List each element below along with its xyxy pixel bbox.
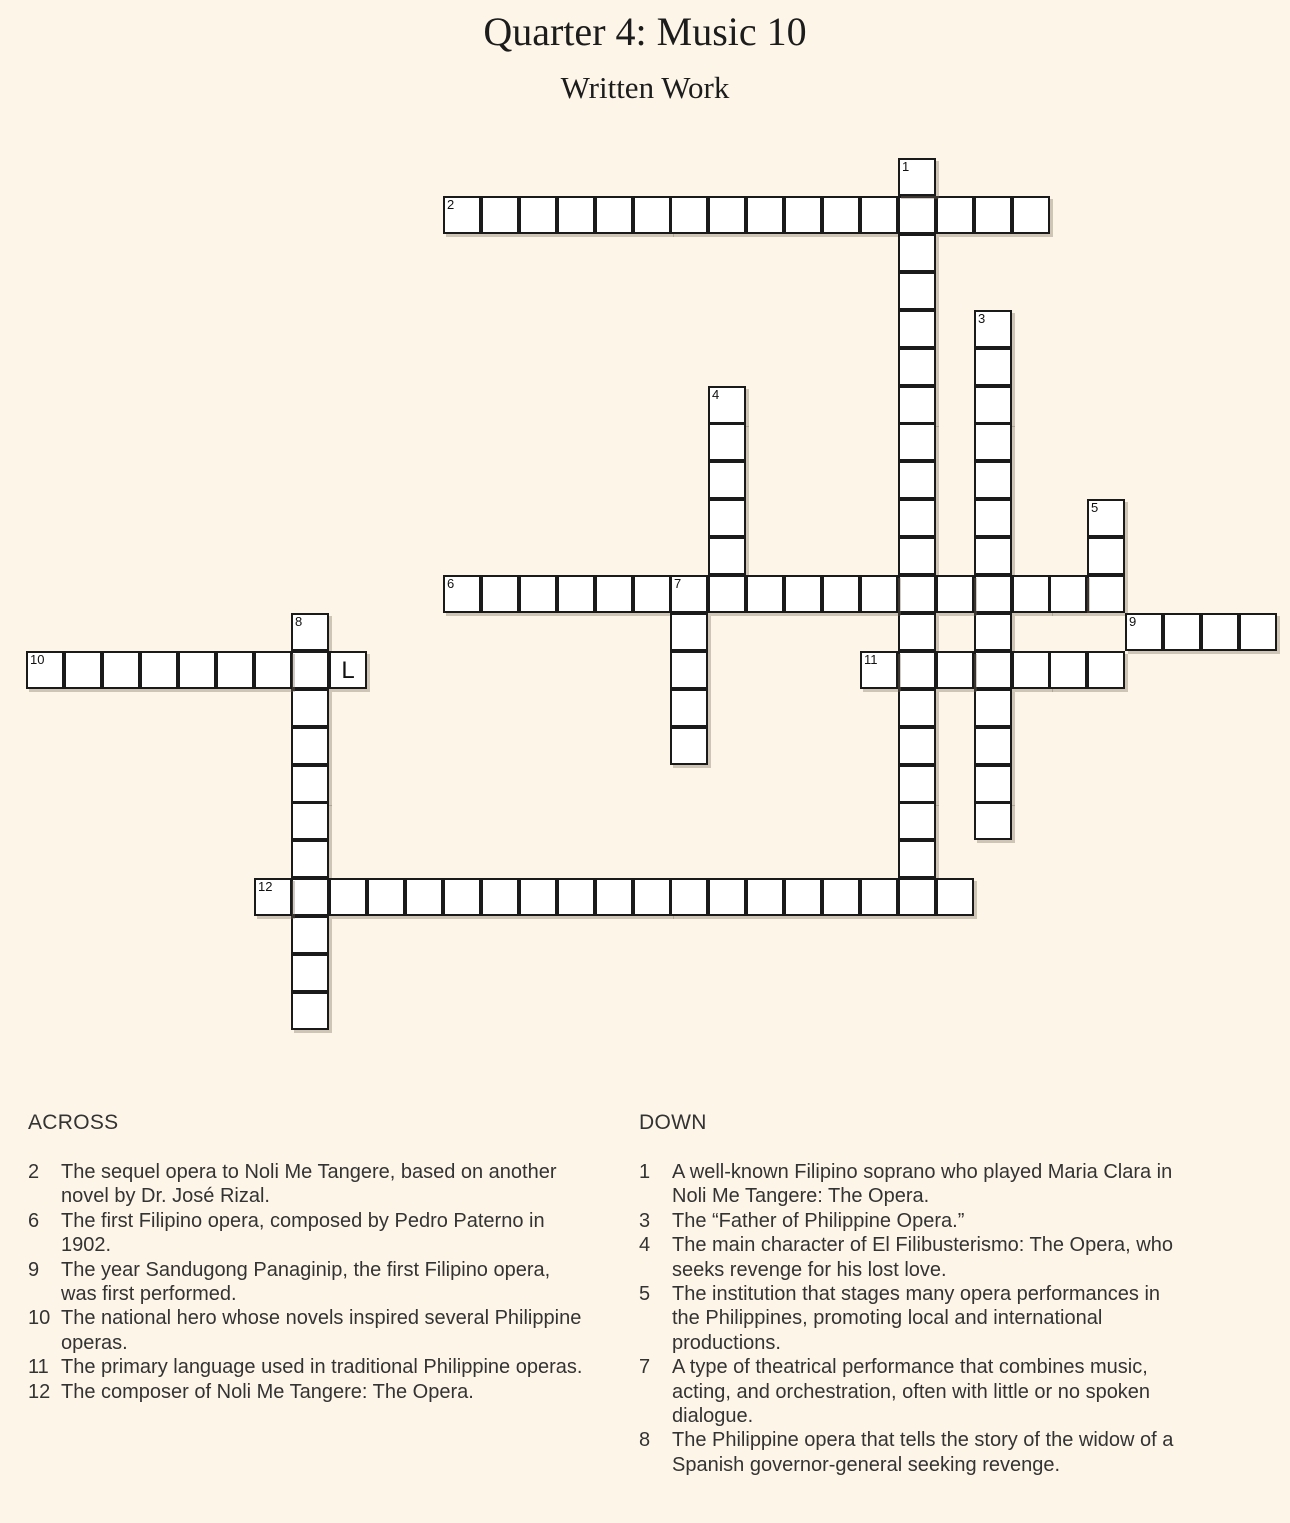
down-heading: DOWN [639,1111,707,1134]
down-clue-list [639,1160,1184,1477]
clue-number: 7 [639,1356,651,1379]
grid-cell[interactable] [974,310,1012,348]
grid-cell[interactable] [670,651,708,689]
clue-text: The national hero whose novels inspired several Philippine operas. [61,1307,582,1354]
grid-cell[interactable] [595,575,633,613]
grid-cell[interactable] [1087,575,1125,613]
grid-cell[interactable] [443,196,481,234]
cell-number: 10 [30,652,45,667]
grid-cell[interactable] [898,461,936,499]
clue-text: The sequel opera to Noli Me Tangere, based on another novel by Dr. José Rizal. [61,1161,557,1208]
grid-cell[interactable] [898,310,936,348]
cell-number: 3 [978,311,986,326]
grid-cell[interactable] [860,196,898,234]
down-clue-4 [639,1233,1184,1282]
grid-cell[interactable] [443,878,481,916]
clue-number: 1 [639,1161,651,1183]
grid-cell[interactable] [746,575,784,613]
grid-cell[interactable] [784,575,822,613]
grid-cell[interactable] [708,423,746,461]
grid-cell[interactable] [519,196,557,234]
grid-cell[interactable] [708,878,746,916]
grid-cell[interactable] [481,196,519,234]
grid-cell[interactable] [329,651,367,689]
grid-cell[interactable] [784,878,822,916]
grid-cell[interactable] [1049,575,1087,613]
grid-cell[interactable] [898,613,936,651]
grid-cell[interactable] [1012,651,1050,689]
grid-cell[interactable] [974,196,1012,234]
grid-cell[interactable] [1163,613,1201,651]
grid-cell[interactable] [708,386,746,424]
grid-cell[interactable] [519,575,557,613]
clue-number: 12 [28,1380,51,1403]
grid-cell[interactable] [633,878,671,916]
grid-cell[interactable] [670,878,708,916]
grid-cell[interactable] [936,651,974,689]
grid-cell[interactable] [898,878,936,916]
grid-cell[interactable] [822,878,860,916]
grid-cell[interactable] [898,272,936,310]
grid-cell[interactable] [291,878,329,916]
grid-cell[interactable] [898,196,936,234]
grid-cell[interactable] [784,196,822,234]
grid-cell[interactable] [974,765,1012,803]
grid-cell[interactable] [936,575,974,613]
cell-letter: L [341,657,355,684]
grid-cell[interactable] [405,878,443,916]
cell-number: 6 [447,576,455,591]
clue-text: A type of theatrical performance that combines music, acting, and orchestration, often with little or no spoken dialogue. [672,1356,1151,1428]
grid-cell[interactable] [254,878,292,916]
grid-cell[interactable] [1201,613,1239,651]
grid-cell[interactable] [291,651,329,689]
grid-cell[interactable] [898,499,936,537]
grid-cell[interactable] [26,651,64,689]
grid-cell[interactable] [898,158,936,196]
across-heading: ACROSS [28,1111,119,1134]
cell-number: 1 [902,159,910,174]
grid-cell[interactable] [898,348,936,386]
grid-cell[interactable] [860,575,898,613]
grid-cell[interactable] [557,878,595,916]
grid-cell[interactable] [670,575,708,613]
grid-cell[interactable] [898,651,936,689]
grid-cell[interactable] [481,575,519,613]
grid-cell[interactable] [595,878,633,916]
grid-cell[interactable] [974,348,1012,386]
clue-number: 11 [28,1356,49,1379]
grid-cell[interactable] [898,689,936,727]
clue-text: The primary language used in traditional Philippine operas. [61,1356,583,1379]
grid-cell[interactable] [898,234,936,272]
down-clue-8 [639,1428,1184,1477]
clue-text: The main character of El Filibusterismo: The Opera, who seeks revenge for his lost love. [672,1234,1173,1281]
across-clue-9 [28,1258,588,1307]
down-clue-3 [639,1209,1184,1233]
grid-cell[interactable] [670,196,708,234]
grid-cell[interactable] [898,423,936,461]
grid-cell[interactable] [708,196,746,234]
grid-cell[interactable] [670,613,708,651]
grid-cell[interactable] [595,196,633,234]
grid-cell[interactable] [291,802,329,840]
grid-cell[interactable] [898,802,936,840]
grid-cell[interactable] [178,651,216,689]
grid-cell[interactable] [898,537,936,575]
grid-cell[interactable] [936,878,974,916]
grid-cell[interactable] [1087,651,1125,689]
clue-number: 10 [28,1307,51,1330]
down-clue-7 [639,1355,1184,1428]
grid-cell[interactable] [1239,613,1277,651]
cell-number: 8 [295,614,303,629]
grid-cell[interactable] [633,196,671,234]
grid-cell[interactable] [291,916,329,954]
grid-cell[interactable] [291,689,329,727]
grid-cell[interactable] [633,575,671,613]
down-clue-1 [639,1160,1184,1209]
grid-cell[interactable] [974,727,1012,765]
grid-cell[interactable] [367,878,405,916]
grid-cell[interactable] [102,651,140,689]
grid-cell[interactable] [557,196,595,234]
clue-number: 3 [639,1209,651,1232]
grid-cell[interactable] [974,386,1012,424]
grid-cell[interactable] [860,878,898,916]
grid-cell[interactable] [557,575,595,613]
grid-cell[interactable] [860,651,898,689]
grid-cell[interactable] [974,651,1012,689]
grid-cell[interactable] [708,575,746,613]
cell-number: 5 [1091,500,1099,515]
grid-cell[interactable] [1087,537,1125,575]
grid-cell[interactable] [936,196,974,234]
cell-number: 4 [712,387,720,402]
grid-cell[interactable] [64,651,102,689]
grid-cell[interactable] [140,651,178,689]
grid-cell[interactable] [746,878,784,916]
clue-text: The Philippine opera that tells the story of the widow of a Spanish governor-general seeking revenge. [672,1429,1174,1476]
grid-cell[interactable] [974,613,1012,651]
across-clue-11 [28,1355,588,1379]
grid-cell[interactable] [1012,196,1050,234]
down-clue-5 [639,1282,1184,1355]
grid-cell[interactable] [822,196,860,234]
cell-number: 7 [674,576,682,591]
grid-cell[interactable] [898,386,936,424]
grid-cell[interactable] [974,689,1012,727]
clue-text: The year Sandugong Panaginip, the first Filipino opera, was first performed. [61,1258,551,1306]
grid-cell[interactable] [822,575,860,613]
clue-number: 5 [639,1283,651,1306]
across-clue-10 [28,1306,588,1355]
grid-cell[interactable] [974,499,1012,537]
page-title: Quarter 4: Music 10 [483,9,807,54]
clue-number: 8 [639,1429,651,1452]
grid-cell[interactable] [481,878,519,916]
clue-number: 6 [28,1209,40,1232]
grid-cell[interactable] [254,651,292,689]
across-clue-list [28,1160,588,1404]
clue-number: 4 [639,1234,651,1257]
cell-number: 9 [1129,614,1137,629]
grid-cell[interactable] [291,613,329,651]
clue-number: 9 [28,1258,40,1281]
grid-cell[interactable] [898,840,936,878]
grid-cell[interactable] [670,727,708,765]
grid-cell[interactable] [1012,575,1050,613]
clue-text: A well-known Filipino soprano who played Maria Clara in Noli Me Tangere: The Opera. [672,1161,1173,1208]
grid-cell[interactable] [974,423,1012,461]
grid-cell[interactable] [898,727,936,765]
cell-number: 11 [864,652,878,667]
grid-cell[interactable] [291,954,329,992]
grid-cell[interactable] [670,689,708,727]
grid-cell[interactable] [443,575,481,613]
grid-cell[interactable] [708,499,746,537]
grid-cell[interactable] [216,651,254,689]
grid-cell[interactable] [974,461,1012,499]
page-subtitle: Written Work [560,70,730,105]
cell-number: 12 [258,879,273,894]
grid-cell[interactable] [974,537,1012,575]
grid-cell[interactable] [974,802,1012,840]
clue-text: The composer of Noli Me Tangere: The Opera. [61,1380,474,1403]
grid-cell[interactable] [291,992,329,1030]
grid-cell[interactable] [974,575,1012,613]
grid-cell[interactable] [898,575,936,613]
across-clue-2 [28,1160,588,1209]
clue-text: The first Filipino opera, composed by Pedro Paterno in 1902. [61,1209,545,1257]
grid-cell[interactable] [291,765,329,803]
clue-text: The institution that stages many opera performances in the Philippines, promoting local and international productions. [672,1283,1161,1354]
across-clue-12 [28,1380,588,1404]
grid-cell[interactable] [746,196,784,234]
grid-cell[interactable] [1087,499,1125,537]
across-clue-6 [28,1209,588,1258]
clue-text: The “Father of Philippine Opera.” [672,1209,965,1232]
grid-cell[interactable] [708,537,746,575]
grid-cell[interactable] [708,461,746,499]
grid-cell[interactable] [1049,651,1087,689]
cell-number: 2 [447,197,455,212]
grid-cell[interactable] [898,765,936,803]
grid-cell[interactable] [291,727,329,765]
clue-number: 2 [28,1161,40,1183]
grid-cell[interactable] [291,840,329,878]
grid-cell[interactable] [519,878,557,916]
grid-cell[interactable] [1125,613,1163,651]
grid-cell[interactable] [329,878,367,916]
